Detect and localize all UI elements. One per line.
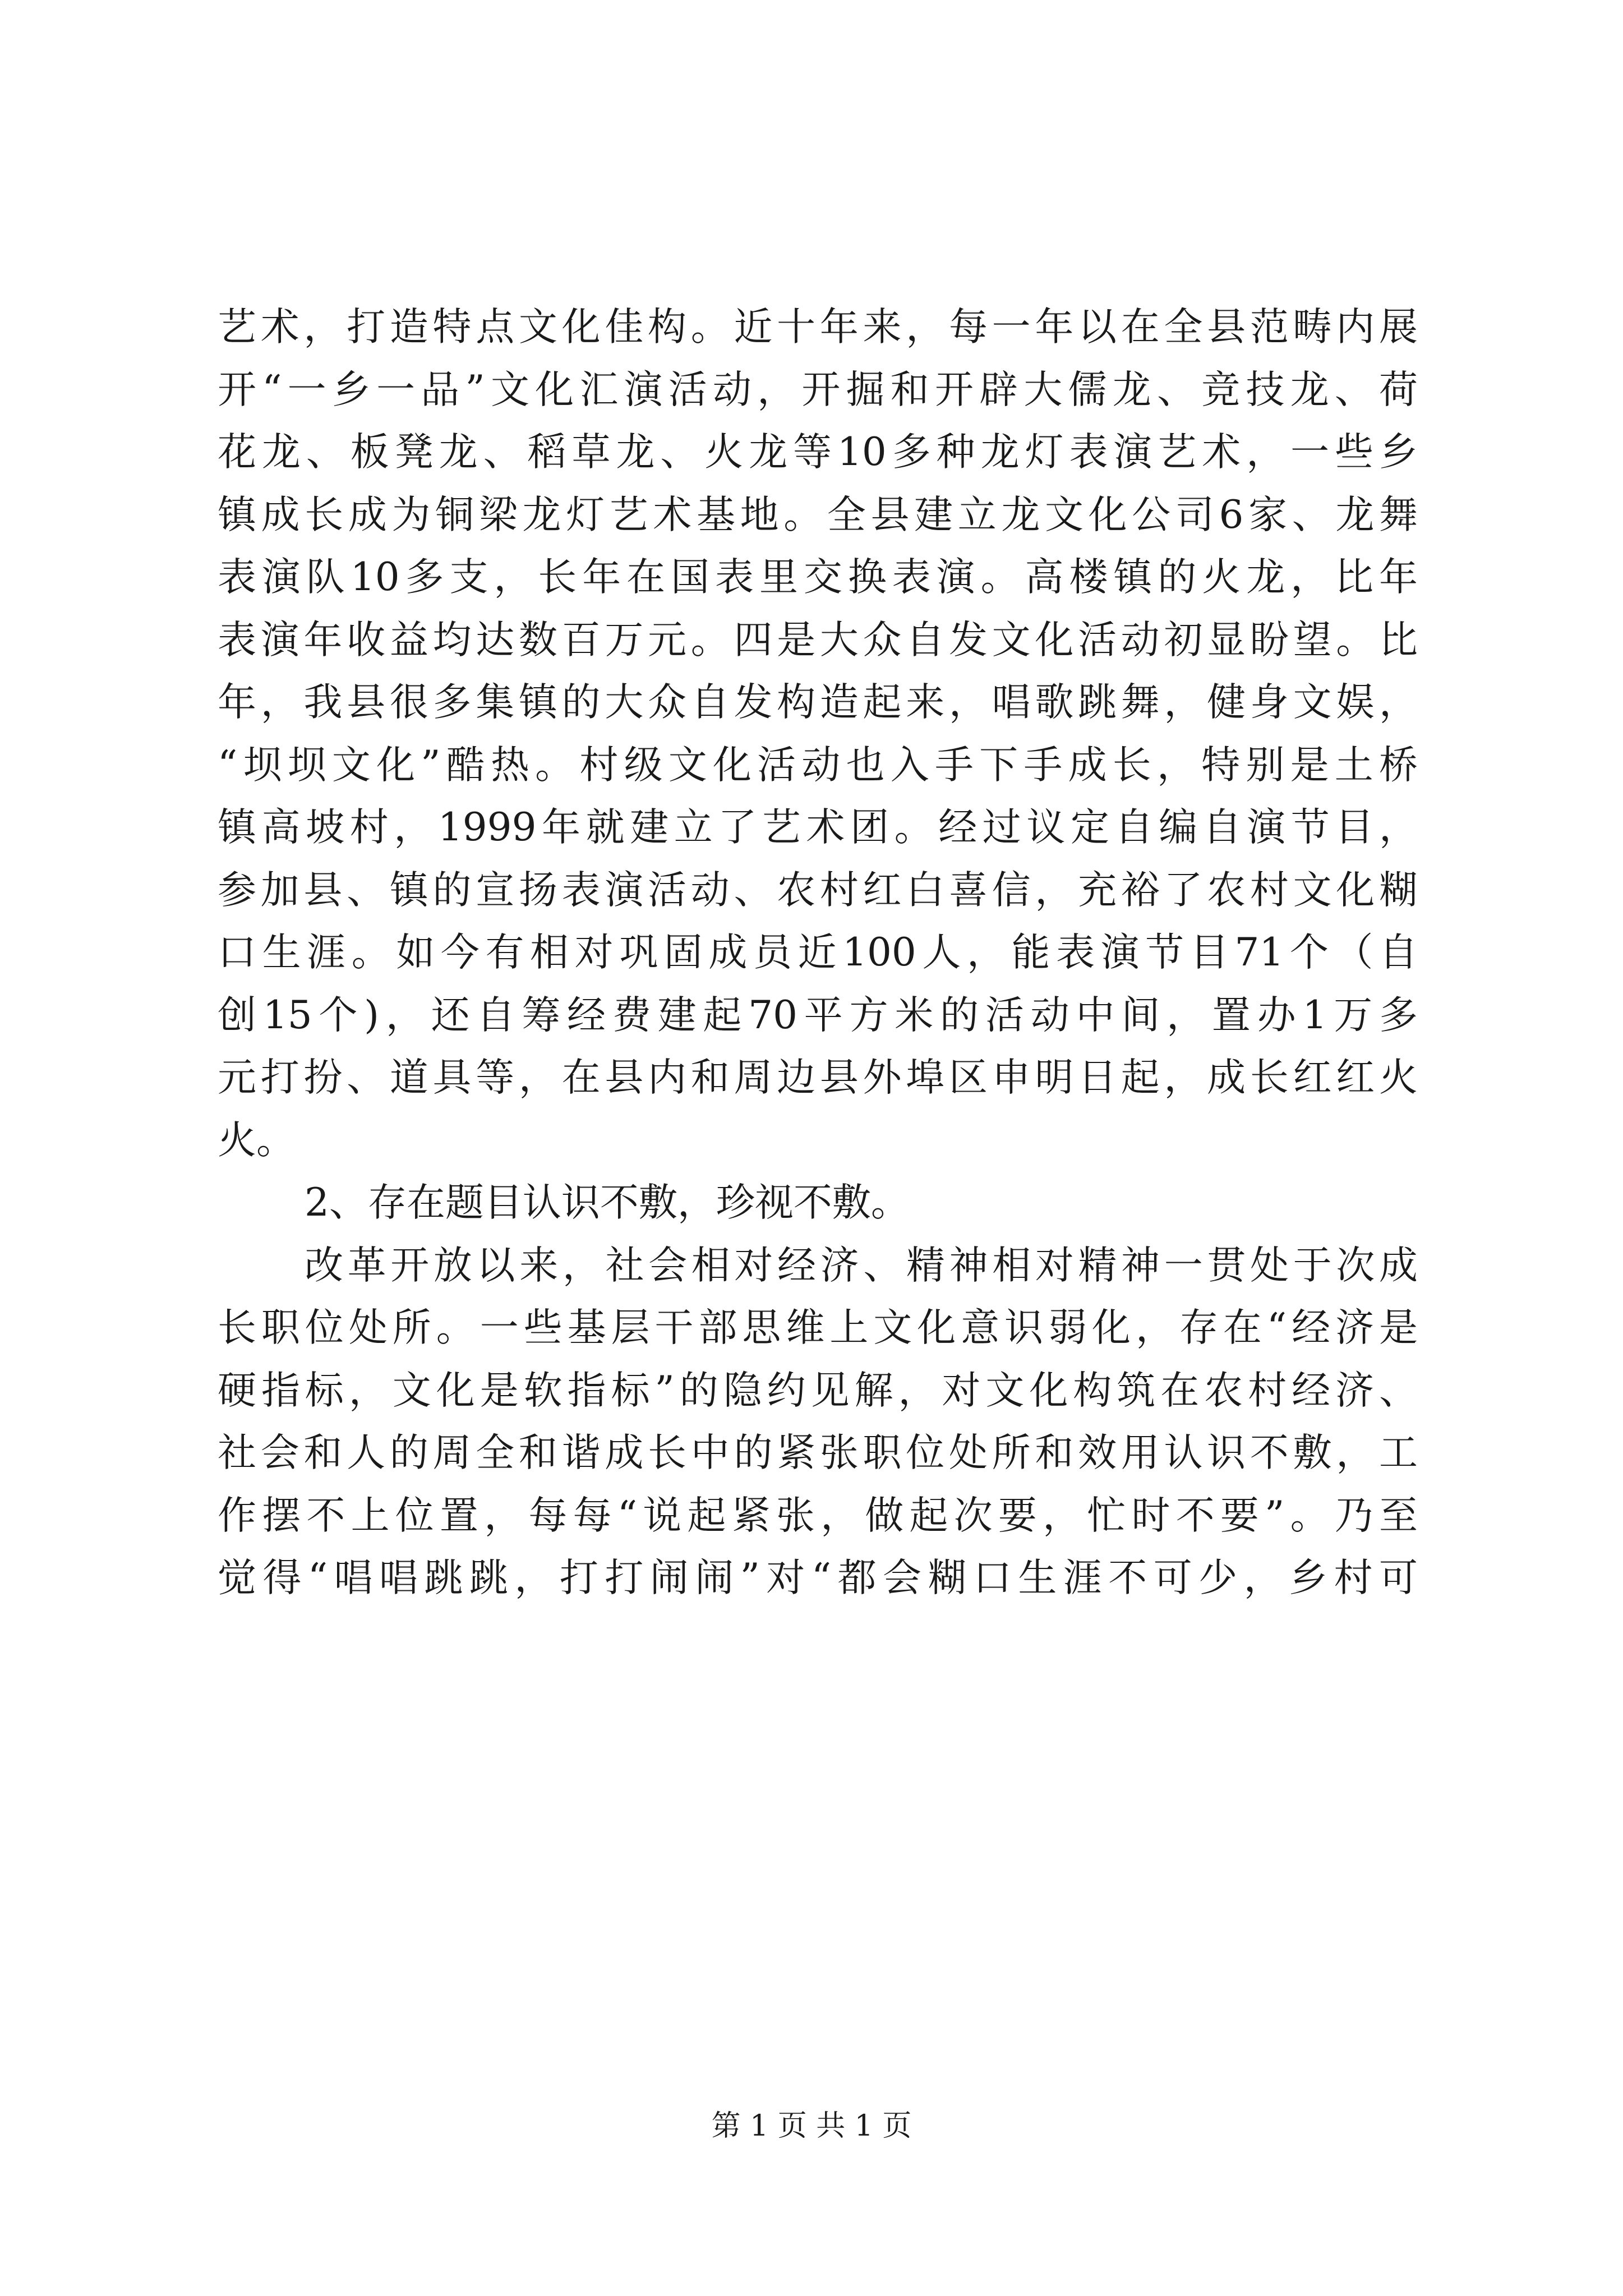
text-line: 2、存在题目认识不敷，珍视不敷。	[305, 1180, 910, 1225]
text-line: 参加县、镇的宣扬表演活动、农村红白喜信，充裕了农村文化糊	[218, 867, 1418, 913]
text-line: 觉得“唱唱跳跳，打打闹闹”对“都会糊口生涯不可少，乡村可	[218, 1556, 1418, 1600]
text-line: 口生涯。如今有相对巩固成员近100人，能表演节目71个（自	[218, 930, 1418, 975]
text-line: 创15个)，还自筹经费建起70平方米的活动中间，置办1万多	[218, 992, 1418, 1038]
text-line: 艺术，打造特点文化佳构。近十年来，每一年以在全县范畴内展	[218, 305, 1418, 349]
text-line: 长职位处所。一些基层干部思维上文化意识弱化，存在“经济是	[218, 1305, 1418, 1350]
text-line: 年，我县很多集镇的大众自发构造起来，唱歌跳舞，健身文娱，	[218, 680, 1418, 725]
text-line: 表演年收益均达数百万元。四是大众自发文化活动初显盼望。比	[218, 617, 1418, 662]
text-line: 社会和人的周全和谐成长中的紧张职位处所和效用认识不敷，工	[218, 1430, 1418, 1475]
text-line: 花龙、板凳龙、稻草龙、火龙等10多种龙灯表演艺术，一些乡	[218, 430, 1418, 475]
text-line: 开“一乡一品”文化汇演活动，开掘和开辟大儒龙、竞技龙、荷	[218, 367, 1418, 412]
text-line: 表演队10多支，长年在国表里交换表演。高楼镇的火龙，比年	[218, 555, 1418, 600]
text-line: 火。	[218, 1117, 295, 1163]
text-line: 硬指标，文化是软指标”的隐约见解，对文化构筑在农村经济、	[218, 1368, 1418, 1413]
body-text	[218, 296, 1418, 1610]
text-line: 镇成长成为铜梁龙灯艺术基地。全县建立龙文化公司6家、龙舞	[218, 492, 1418, 537]
text-line: 改革开放以来，社会相对经济、精神相对精神一贯处于次成	[305, 1243, 1418, 1288]
text-line: 元打扮、道具等，在县内和周边县外埠区申明日起，成长红红火	[218, 1055, 1418, 1100]
text-line: “坝坝文化”酷热。村级文化活动也入手下手成长，特别是土桥	[218, 742, 1418, 788]
text-line: 镇高坡村，1999年就建立了艺术团。经过议定自编自演节目，	[218, 805, 1418, 850]
text-line: 作摆不上位置，每每“说起紧张，做起次要，忙时不要”。乃至	[218, 1493, 1418, 1538]
page-footer: 第 1 页 共 1 页	[711, 2109, 912, 2143]
